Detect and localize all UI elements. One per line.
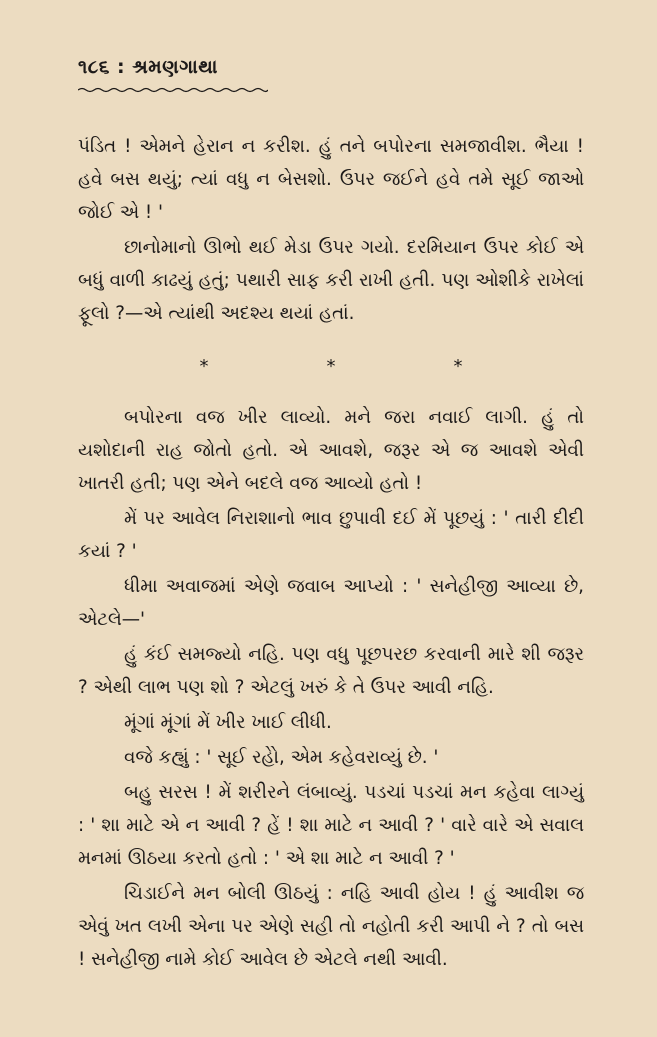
paragraph: હું કંઈ સમજ્યો નહિ. પણ વધુ પૂછપરછ કરવાની મારે શી જરૂર ? એથી લાભ પણ શો ? એટલું ખરું કે તે ઉપર આવી નહિ. [78, 644, 584, 698]
paragraph: ધીમા અવાજમાં એણે જવાબ આપ્યો : ' સનેહીજી આવ્યા છે, એટલે—' [78, 576, 584, 630]
header-wavy-rule [78, 87, 268, 93]
separator-star: * [453, 356, 463, 377]
page-header: ૧૮૬ : શ્રમણગાથા [78, 56, 218, 78]
section-separator [78, 350, 584, 383]
page-body [78, 130, 584, 976]
paragraph: વજે કહ્યું : ' સૂઈ રહેો, એમ કહેવરાવ્યું છે. ' [124, 747, 439, 768]
paragraph: મૂંગાં મૂંગાં મેં ખીર ખાઈ લીધી. [124, 712, 332, 733]
paragraph: પંડિત ! એમને હેરાન ન કરીશ. હું તને બપોરના સમજાવીશ. ભૈયા ! હવે બસ થયું; ત્યાં વધુ ન બેસશો. ઉપર જઈને હવે તમે સૂઈ જાઓ જોઈ એ ! ' [78, 136, 584, 223]
separator-star: * [199, 356, 209, 377]
paragraph: બપોરના વજ ખીર લાવ્યો. મને જરા નવાઈ લાગી. હું તો યશોદાની રાહ જોતો હતો. એ આવશે, જરૂર એ જ આવશે એવી ખાતરી હતી; પણ એને બદલે વજ આવ્યો હતો ! [78, 407, 584, 494]
paragraph: મેં પર આવેલ નિરાશાનો ભાવ છુપાવી દઈ મેં પૂછયું : ' તારી દીદી કયાં ? ' [78, 508, 584, 562]
paragraph: બહુ સરસ ! મેં શરીરને લંબાવ્યું. પડચાં પડચાં મન કહેવા લાગ્યું : ' શા માટે એ ન આવી ? હેં ! શા માટે ન આવી ? ' વારે વારે એ સવાલ મનમાં ઊઠયા કરતો હતો : ' એ શા માટે ન આવી ? ' [78, 782, 584, 869]
paragraph: ચિડાઈને મન બોલી ઊઠયું : નહિ આવી હોય ! હું આવીશ જ એવું ખત લખી એના પર એણે સહી તો નહોતી કરી આપી ને ? તો બસ ! સનેહીજી નામે કોઈ આવેલ છે એટલે નથી આવી. [78, 883, 584, 970]
paragraph: છાનોમાનો ઊભો થઈ મેડા ઉપર ગયો. દરમિયાન ઉપર કોઈ એ બધું વાળી કાઢયું હતું; પથારી સાફ કરી રાખી હતી. પણ ઓશીકે રાખેલાં ફૂલો ?—એ ત્યાંથી અદશ્ય થયાં હતાં. [78, 237, 584, 324]
separator-star: * [326, 356, 336, 377]
